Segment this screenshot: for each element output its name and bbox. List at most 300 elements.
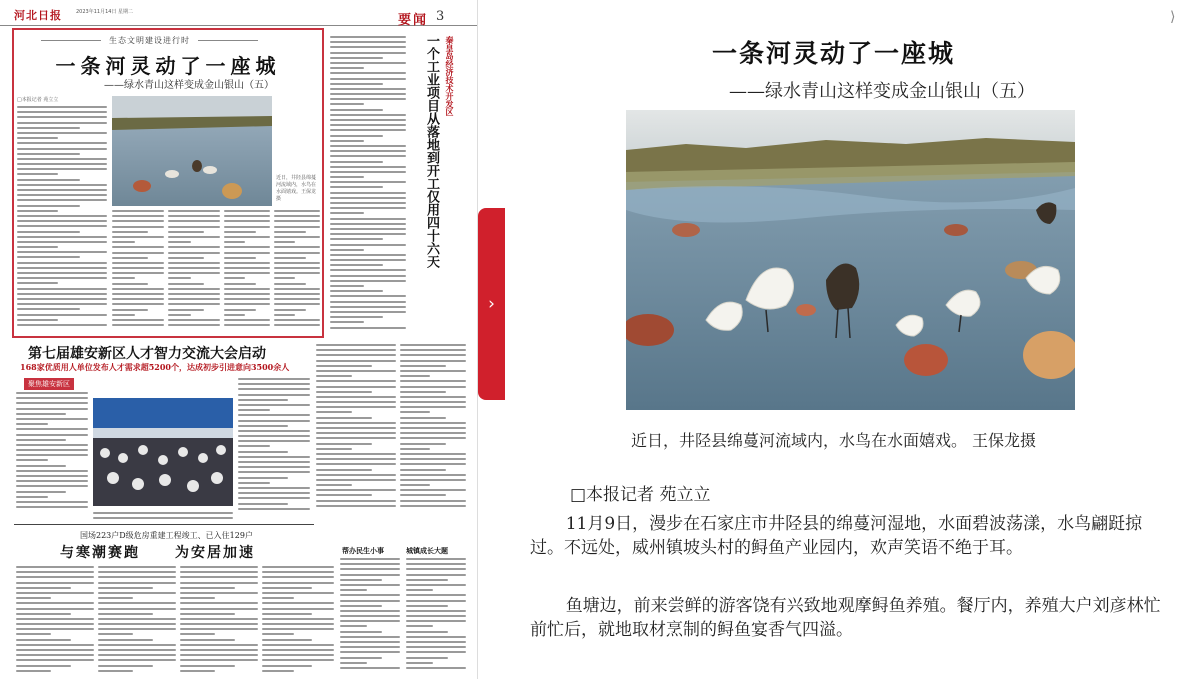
text-line [406, 589, 433, 591]
masthead [0, 0, 478, 26]
text-line [180, 665, 235, 667]
text-line [112, 303, 164, 305]
text-line [316, 406, 396, 408]
text-line [330, 135, 383, 137]
text-line [330, 103, 364, 105]
text-line [16, 449, 88, 451]
text-line [224, 272, 270, 274]
text-line [262, 582, 334, 584]
text-line [406, 579, 448, 581]
text-line [316, 505, 396, 507]
text-line [406, 636, 466, 638]
text-line [17, 303, 107, 305]
text-line [330, 46, 406, 48]
text-line [224, 324, 270, 326]
bottom-text-col-3 [180, 566, 258, 676]
text-line [17, 127, 80, 129]
text-line [112, 262, 164, 264]
text-line [16, 496, 48, 498]
text-line [400, 370, 466, 372]
text-line [274, 283, 306, 285]
text-line [238, 471, 310, 473]
text-line [330, 62, 406, 64]
text-line [330, 109, 383, 111]
text-line [16, 571, 94, 573]
text-line [168, 257, 204, 259]
text-line [17, 314, 107, 316]
text-line [330, 124, 406, 126]
text-line [98, 608, 176, 610]
text-line [406, 610, 466, 612]
text-line [400, 406, 466, 408]
text-line [16, 413, 66, 415]
text-line [330, 161, 383, 163]
text-line [316, 474, 396, 476]
text-line [16, 491, 66, 493]
text-line [330, 275, 406, 277]
text-line [17, 308, 80, 310]
text-line [224, 241, 245, 243]
text-line [16, 392, 88, 394]
text-line [262, 566, 334, 568]
text-line [16, 633, 51, 635]
divider [14, 524, 314, 525]
text-line [262, 576, 334, 578]
text-line [316, 344, 396, 346]
text-line [330, 316, 383, 318]
text-line [16, 582, 94, 584]
text-line [238, 456, 310, 458]
text-line [330, 145, 406, 147]
text-line [180, 644, 258, 646]
text-line [400, 489, 466, 491]
text-line [400, 391, 446, 393]
bottom-text-col-5 [340, 558, 400, 676]
text-line [112, 309, 148, 311]
text-line [316, 411, 352, 413]
text-line [98, 659, 176, 661]
collapse-panel-button[interactable] [1170, 9, 1175, 25]
text-line [98, 665, 153, 667]
text-line [316, 386, 396, 388]
text-line [406, 594, 466, 596]
text-line [180, 633, 215, 635]
text-line [180, 623, 258, 625]
feature-subhead: ——绿水青山这样变成金山银山（五） [104, 80, 274, 91]
text-line [238, 451, 288, 453]
text-line [16, 470, 88, 472]
text-line [330, 166, 406, 168]
text-line [400, 380, 466, 382]
text-line [262, 665, 312, 667]
text-line [17, 184, 107, 186]
text-line [330, 78, 406, 80]
text-line [330, 249, 364, 251]
text-line [17, 236, 107, 238]
text-line [16, 434, 88, 436]
text-line [17, 319, 58, 321]
text-line [224, 246, 270, 248]
text-line [112, 324, 164, 326]
text-line [98, 592, 176, 594]
feature-photo-caption: 近日，井陉县绵蔓河流域内，水鸟在水面嬉戏。王保龙摄 [276, 175, 317, 202]
text-line [406, 667, 466, 669]
text-line [406, 620, 466, 622]
text-line [16, 408, 88, 410]
text-line [274, 241, 295, 243]
text-line [98, 576, 176, 578]
text-line [238, 414, 310, 416]
text-line [330, 301, 406, 303]
text-line [180, 608, 258, 610]
text-line [340, 651, 400, 653]
text-line [400, 432, 466, 434]
text-line [16, 501, 88, 503]
text-line [112, 246, 164, 248]
text-line [17, 262, 107, 264]
text-line [17, 179, 80, 181]
text-line [400, 386, 466, 388]
text-line [180, 566, 258, 568]
text-line [400, 375, 430, 377]
text-line [98, 602, 176, 604]
text-line [340, 579, 382, 581]
text-line [274, 298, 320, 300]
text-line [274, 252, 320, 254]
text-line [330, 119, 406, 121]
text-line [400, 448, 430, 450]
feature-byline: □本报记者 苑立立 [17, 97, 59, 103]
text-line [262, 644, 334, 646]
text-line [16, 618, 94, 620]
text-line [330, 88, 406, 90]
text-line [168, 226, 220, 228]
text-line [400, 500, 466, 502]
text-line [400, 505, 466, 507]
text-line [238, 394, 310, 396]
text-line [406, 615, 466, 617]
text-line [98, 644, 176, 646]
text-line [262, 659, 334, 661]
text-line [168, 236, 220, 238]
text-line [330, 57, 383, 59]
text-line [238, 383, 310, 385]
text-line [16, 623, 94, 625]
text-line [17, 288, 107, 290]
text-line [17, 246, 58, 248]
text-line [238, 378, 310, 380]
text-line [17, 231, 80, 233]
text-line [16, 566, 94, 568]
text-line [17, 220, 107, 222]
text-line [98, 633, 133, 635]
text-line [274, 309, 306, 311]
text-line [180, 649, 258, 651]
text-line [98, 654, 176, 656]
text-line [98, 587, 153, 589]
text-line [330, 114, 406, 116]
text-line [112, 277, 135, 279]
text-line [98, 670, 133, 672]
text-line [180, 613, 235, 615]
text-line [17, 194, 107, 196]
text-line [93, 517, 233, 519]
text-line [238, 388, 310, 390]
text-line [238, 440, 310, 442]
text-line [168, 252, 220, 254]
feature-text-col-4 [224, 210, 270, 332]
text-line [330, 285, 364, 287]
text-line [168, 215, 220, 217]
text-line [400, 360, 466, 362]
text-line [316, 484, 352, 486]
text-line [180, 576, 258, 578]
text-line [262, 602, 334, 604]
text-line [224, 267, 270, 269]
text-line [224, 220, 270, 222]
text-line [98, 597, 133, 599]
text-line [340, 574, 400, 576]
text-line [17, 173, 58, 175]
text-line [330, 171, 406, 173]
text-line [224, 262, 270, 264]
text-line [180, 618, 258, 620]
text-line [262, 587, 312, 589]
text-line [316, 360, 396, 362]
text-line [224, 236, 270, 238]
photo-caption: 近日，井陉县绵蔓河流域内，水鸟在水面嬉戏。 王保龙摄 [630, 431, 1037, 450]
text-line [168, 283, 204, 285]
text-line [16, 628, 94, 630]
text-line [238, 482, 270, 484]
text-line [406, 600, 466, 602]
text-line [400, 422, 466, 424]
text-line [330, 306, 406, 308]
brief-headline-1: 帮办民生小事 [342, 546, 384, 555]
text-line [340, 620, 400, 622]
text-line [224, 283, 256, 285]
text-line [112, 314, 135, 316]
text-line [17, 205, 80, 207]
bottom-text-col-2 [98, 566, 176, 676]
article-subtitle: ——绿水青山这样变成金山银山（五） [729, 81, 1035, 102]
text-line [112, 283, 148, 285]
text-line [16, 597, 51, 599]
text-line [340, 662, 367, 664]
text-line [340, 563, 400, 565]
text-line [406, 568, 466, 570]
text-line [316, 365, 372, 367]
text-line [16, 608, 94, 610]
text-line [224, 215, 270, 217]
text-line [316, 469, 372, 471]
text-line [406, 651, 466, 653]
text-line [262, 618, 334, 620]
feature-photo [112, 96, 272, 206]
text-line [330, 321, 364, 323]
text-line [238, 420, 310, 422]
text-line [262, 608, 334, 610]
text-line [330, 228, 406, 230]
text-line [274, 267, 320, 269]
text-line [400, 365, 446, 367]
text-line [17, 122, 107, 124]
text-line [406, 646, 466, 648]
text-line [316, 458, 396, 460]
text-line [180, 582, 258, 584]
text-line [316, 349, 396, 351]
text-line [330, 311, 406, 313]
text-line [274, 231, 306, 233]
text-line [168, 314, 191, 316]
bottom-text-col-4 [262, 566, 334, 676]
text-line [16, 576, 94, 578]
text-line [168, 293, 220, 295]
text-line [330, 129, 406, 131]
text-line [16, 397, 88, 399]
text-line [262, 628, 334, 630]
text-line [168, 272, 220, 274]
text-line [340, 625, 367, 627]
text-line [168, 303, 220, 305]
text-line [168, 231, 204, 233]
text-line [17, 272, 107, 274]
text-line [238, 430, 310, 432]
text-line [330, 295, 406, 297]
text-line [330, 269, 406, 271]
text-line [274, 303, 320, 305]
text-line [262, 633, 294, 635]
text-line [224, 210, 270, 212]
text-line [330, 233, 406, 235]
text-line [168, 246, 220, 248]
text-line [330, 176, 364, 178]
text-line [262, 639, 312, 641]
text-line [400, 474, 466, 476]
text-line [330, 36, 406, 38]
text-line [98, 618, 176, 620]
text-line [224, 226, 270, 228]
text-line [17, 116, 107, 118]
text-line [316, 432, 396, 434]
side-text-col-1 [330, 36, 406, 336]
newspaper-page[interactable] [0, 0, 478, 679]
text-line [330, 41, 406, 43]
text-line [98, 613, 153, 615]
feature-text-col-5 [274, 210, 320, 332]
brief-headline-2: 城镇成长大题 [406, 546, 448, 555]
text-line [17, 298, 107, 300]
bottom-kicker: 国场223户D级危房重建工程竣工、已入住129户 [80, 531, 253, 540]
text-line [316, 494, 372, 496]
text-line [316, 375, 352, 377]
text-line [330, 238, 383, 240]
text-line [168, 241, 191, 243]
text-line [340, 657, 382, 659]
text-line [224, 252, 270, 254]
text-line [340, 641, 400, 643]
text-line [168, 220, 220, 222]
text-line [400, 349, 466, 351]
text-line [16, 670, 51, 672]
text-line [316, 463, 396, 465]
text-line [168, 277, 191, 279]
text-line [17, 324, 107, 326]
article-paragraph-1: 11月9日，漫步在石家庄市井陉县的绵蔓河湿地，水面碧波荡漾，水鸟翩跹掠过。不远处，威州镇坡头村的鲟鱼产业园内，欢声笑语不绝于耳。 [530, 514, 1143, 558]
text-line [17, 158, 107, 160]
text-line [330, 212, 364, 214]
article-title: 一条河灵动了一座城 [711, 39, 955, 68]
talent-subhead: 168家优质用人单位发布人才需求超5200个，达成初步引进意向3500余人 [20, 362, 290, 372]
text-line [112, 288, 164, 290]
text-line [180, 571, 258, 573]
text-line [400, 427, 466, 429]
text-line [400, 354, 466, 356]
text-line [17, 256, 80, 258]
text-line [98, 571, 176, 573]
side-story-headline: 一个工业项目从落地到开工仅用四十六天 [424, 34, 439, 268]
reporter-byline: □本报记者 苑立立 [570, 485, 711, 505]
bottom-text-col-1 [16, 566, 94, 676]
text-line [330, 192, 406, 194]
text-line [16, 659, 94, 661]
selected-article-region[interactable] [12, 28, 324, 338]
text-line [16, 506, 88, 508]
text-line [330, 83, 383, 85]
text-line [238, 497, 310, 499]
next-page-button[interactable] [478, 208, 505, 400]
text-line [330, 218, 406, 220]
text-line [180, 654, 258, 656]
talent-text-col-4 [400, 344, 466, 514]
text-line [274, 215, 320, 217]
text-line [180, 670, 215, 672]
text-line [224, 277, 245, 279]
text-line [224, 319, 270, 321]
text-line [274, 319, 320, 321]
text-line [274, 220, 320, 222]
text-line [112, 257, 148, 259]
text-line [400, 417, 446, 419]
text-line [16, 639, 71, 641]
text-line [180, 602, 258, 604]
text-line [17, 106, 107, 108]
text-line [262, 654, 334, 656]
text-line [274, 272, 320, 274]
text-line [316, 396, 396, 398]
text-line [340, 631, 382, 633]
text-line [400, 411, 430, 413]
text-line [98, 582, 176, 584]
text-line [16, 423, 48, 425]
text-line [168, 319, 220, 321]
text-line [400, 484, 430, 486]
text-line [316, 437, 396, 439]
text-line [330, 244, 406, 246]
text-line [330, 280, 406, 282]
text-line [16, 649, 94, 651]
talent-text-col-3 [316, 344, 396, 514]
text-line [406, 574, 466, 576]
text-line [17, 137, 58, 139]
text-line [224, 288, 270, 290]
text-line [180, 659, 258, 661]
text-line [17, 153, 80, 155]
talent-headline: 第七届雄安新区人才智力交流大会启动 [28, 346, 266, 362]
text-line [400, 453, 466, 455]
text-line [406, 563, 466, 565]
text-line [316, 391, 372, 393]
